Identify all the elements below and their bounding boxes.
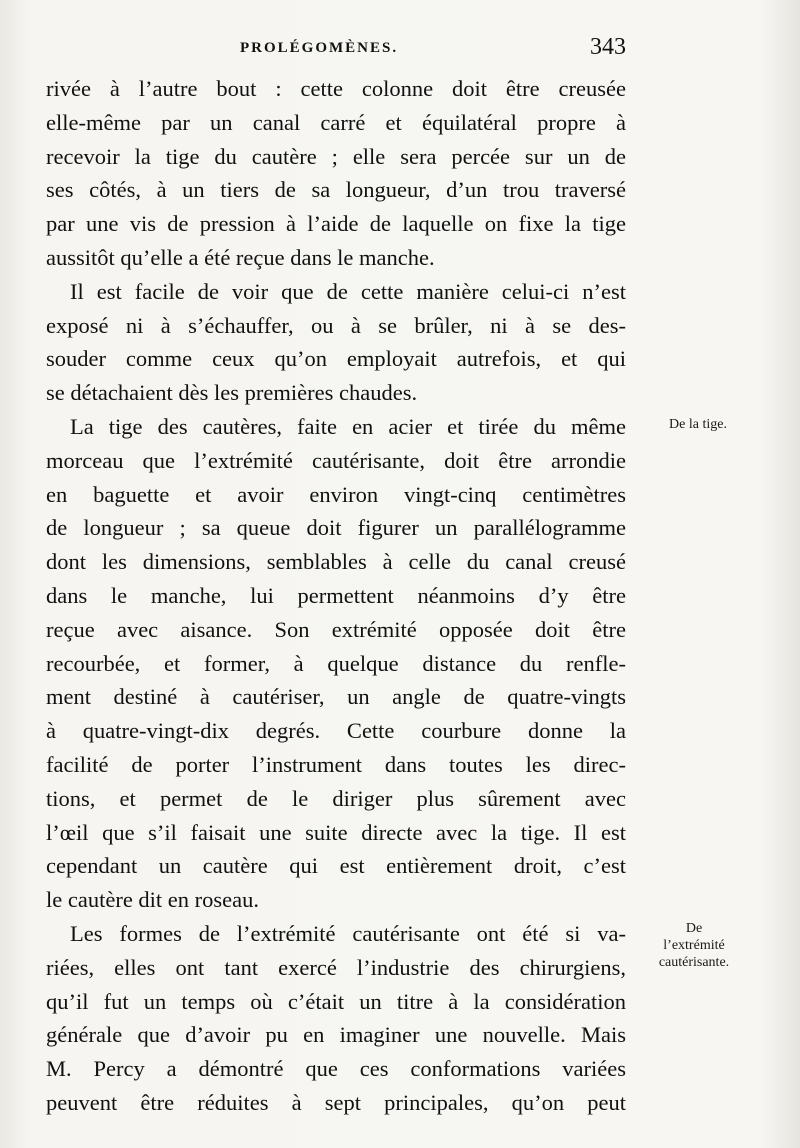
text-line: qu’il fut un temps où c’était un titre à la considération <box>46 988 626 1014</box>
text-line: de longueur ; sa queue doit figurer un parallélogramme <box>46 515 626 541</box>
text-line: M. Percy a démontré que ces conformations variées <box>46 1056 626 1082</box>
text-line: dont les dimensions, semblables à celle du canal creusé <box>46 549 626 575</box>
text-line: elle-même par un canal carré et équilatéral propre à <box>46 109 626 135</box>
text-line: morceau que l’extrémité cautérisante, doit être arrondie <box>46 447 626 473</box>
page-header <box>46 34 626 64</box>
text-line: se détachaient dès les premières chaudes. <box>46 380 418 406</box>
text-line: générale que d’avoir pu en imaginer une nouvelle. Mais <box>46 1022 626 1048</box>
margin-note-line: l’extrémité <box>663 938 725 953</box>
text-line: ses côtés, à un tiers de sa longueur, d’un trou traversé <box>46 177 626 203</box>
text-line: par une vis de pression à l’aide de laquelle on fixe la tige <box>46 211 626 237</box>
paragraph <box>46 72 626 275</box>
body-text <box>46 72 626 1120</box>
text-line: cependant un cautère qui est entièrement droit, c’est <box>46 853 626 879</box>
margin-note-line: De <box>685 921 703 936</box>
text-line: l’œil que s’il faisait une suite directe avec la tige. Il est <box>46 819 626 845</box>
text-line: tions, et permet de le diriger plus sûrement avec <box>46 785 626 811</box>
text-line: ment destiné à cautériser, un angle de quatre-vingts <box>46 684 626 710</box>
text-line: souder comme ceux qu’on employait autrefois, et qui <box>46 346 626 372</box>
text-line: à quatre-vingt-dix degrés. Cette courbure donne la <box>46 718 626 744</box>
text-line: riées, elles ont tant exercé l’industrie des chirurgiens, <box>46 954 626 980</box>
text-line: Les formes de l’extrémité cautérisante ont été si va- <box>70 920 626 946</box>
text-line: recevoir la tige du cautère ; elle sera percée sur un de <box>46 143 626 169</box>
text-line: facilité de porter l’instrument dans toutes les direc- <box>46 751 626 777</box>
margin-note-tige <box>648 416 748 433</box>
text-line: reçue avec aisance. Son extrémité opposée doit être <box>46 616 626 642</box>
text-line: Il est facile de voir que de cette manière celui-ci n’est <box>70 278 626 304</box>
text-line: aussitôt qu’elle a été reçue dans le manche. <box>46 244 435 270</box>
text-line: dans le manche, lui permettent néanmoins d’y être <box>46 582 626 608</box>
text-line: recourbée, et former, à quelque distance du renfle- <box>46 650 626 676</box>
margin-note-extremite <box>632 920 756 971</box>
paragraph <box>46 275 626 410</box>
text-line: peuvent être réduites à sept principales, qu’on peut <box>46 1089 626 1115</box>
text-line: rivée à l’autre bout : cette colonne doit être creusée <box>46 76 626 101</box>
margin-note-line: cautérisante. <box>658 955 730 970</box>
page-number: 343 <box>590 34 626 60</box>
running-head: PROLÉGOMÈNES. <box>240 40 399 56</box>
paragraph <box>46 410 626 917</box>
paragraph <box>46 917 626 1120</box>
margin-note-text: De la tige. <box>669 417 727 432</box>
text-line: le cautère dit en roseau. <box>46 887 260 913</box>
text-line: en baguette et avoir environ vingt-cinq centimètres <box>46 481 626 507</box>
text-line: exposé ni à s’échauffer, ou à se brûler, ni à se des- <box>46 312 626 338</box>
text-line: La tige des cautères, faite en acier et tirée du même <box>70 413 626 439</box>
